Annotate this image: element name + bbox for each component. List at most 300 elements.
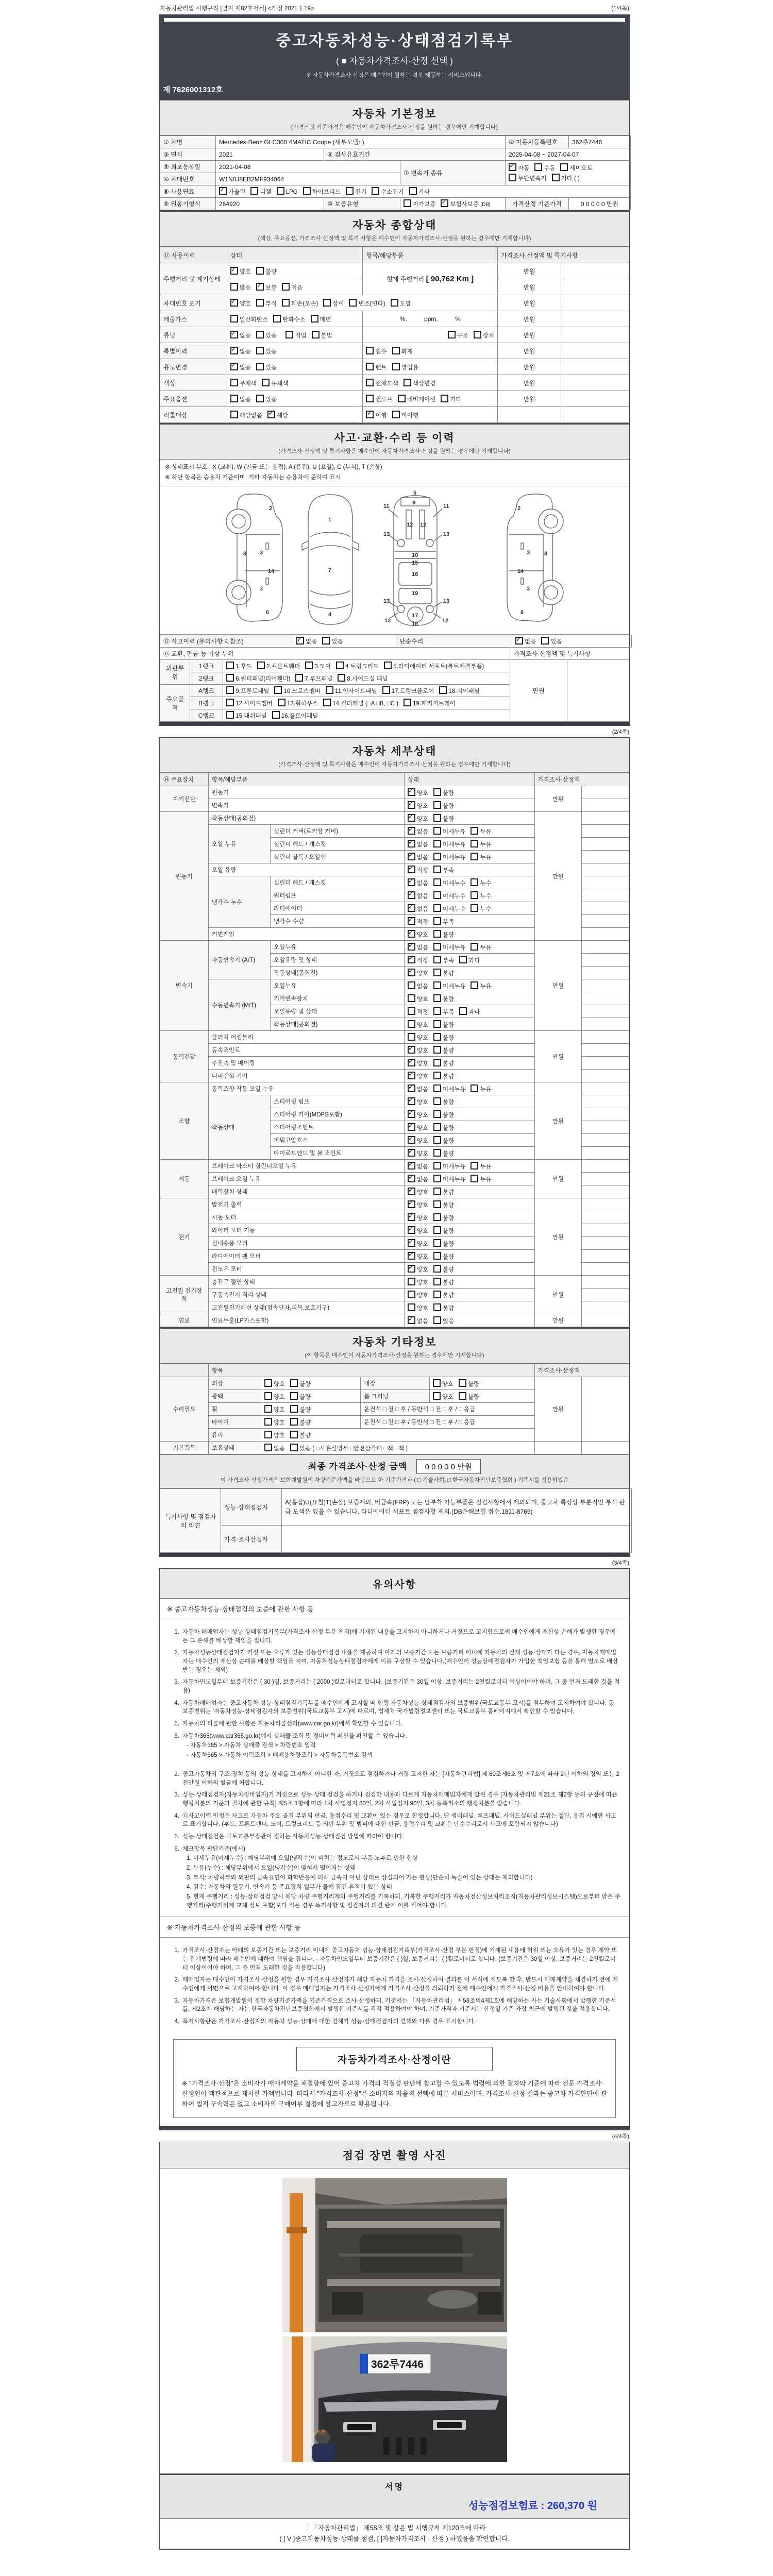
checkbox-label: 과다 <box>468 1009 480 1015</box>
checkbox-label: 적음 <box>291 284 303 291</box>
notice-sub-line: 1. 미세누유(미세누수) : 해당부위에 오일(냉각수)이 비치는 정도로서 부품 노후로 인한 현상 <box>187 1855 418 1862</box>
checkbox-양호[interactable] <box>408 1303 415 1311</box>
checkbox-자동[interactable] <box>509 163 516 171</box>
checkbox-부족[interactable] <box>433 1007 441 1015</box>
rank1-parts <box>223 660 510 672</box>
checkbox-누수[interactable] <box>470 891 478 899</box>
checkbox-불량[interactable] <box>433 1110 441 1118</box>
checkbox-불량[interactable] <box>290 1431 298 1438</box>
checkbox-label: 침수 <box>375 348 387 355</box>
checkbox-있음[interactable] <box>256 363 264 370</box>
checkbox-label: 부족 <box>443 919 455 925</box>
svg-text:3: 3 <box>259 550 263 556</box>
checkbox-양호[interactable] <box>433 1392 441 1400</box>
checkbox-불량[interactable] <box>290 1405 298 1413</box>
checkbox-불량[interactable] <box>433 1188 441 1195</box>
checkbox-불량[interactable] <box>459 1379 466 1387</box>
checkbox-양호[interactable] <box>408 1020 415 1028</box>
checkbox-누수[interactable] <box>470 878 478 886</box>
checkbox-양호[interactable] <box>408 788 415 796</box>
svg-text:12: 12 <box>384 618 391 624</box>
checkbox-label: 장치 <box>482 332 494 339</box>
checkbox-8.사이드실 패널[interactable] <box>338 674 345 682</box>
checkbox-전체도색[interactable] <box>366 379 374 386</box>
checkbox-양호[interactable] <box>408 1226 415 1234</box>
checkbox-label: 불량 <box>443 1047 455 1054</box>
checkbox-기타 ( )[interactable] <box>552 174 560 181</box>
confirm-line-2: ( [ V ]중고자동차성능·상태를 점검, [ ]자동차가격조사 · 산정 ) 하였음을 확인합니다. <box>279 2535 510 2543</box>
checkbox-label: 기타 <box>418 189 430 195</box>
checkbox-불량[interactable] <box>433 1252 441 1260</box>
checkbox-양호[interactable] <box>433 1379 441 1387</box>
checkbox-수소전기[interactable] <box>372 187 379 195</box>
checkbox-불량[interactable] <box>433 930 441 938</box>
checkbox-양호[interactable] <box>408 1033 415 1041</box>
checkbox-양호[interactable] <box>408 1265 415 1273</box>
state-cell <box>404 1005 534 1018</box>
checkbox-label: 훼손(오손) <box>291 300 318 307</box>
checkbox-상이[interactable] <box>323 299 331 307</box>
price-cell: 만원 <box>534 941 582 1031</box>
table-row <box>160 1160 629 1173</box>
checkbox-10.크로스멤버[interactable] <box>274 686 282 694</box>
checkbox-영업용[interactable] <box>392 363 400 370</box>
checkbox-5.라디에이터 서포트(볼트체결부품)[interactable] <box>384 662 392 669</box>
checkbox-과다[interactable] <box>459 1007 467 1015</box>
checkbox-유채색[interactable] <box>262 379 270 386</box>
svg-text:15: 15 <box>411 560 418 567</box>
note-cell <box>561 343 629 359</box>
price-cell: 만원 <box>534 1160 582 1198</box>
checkbox-label: 양호 <box>416 803 429 809</box>
checkbox-양호[interactable] <box>408 1123 415 1131</box>
state-cell <box>404 1134 534 1147</box>
checkbox-적음[interactable] <box>282 283 290 291</box>
checkbox-네비게이션[interactable] <box>398 395 406 402</box>
checkbox-label: 매연 <box>320 316 331 323</box>
inspector-label: 성능·상태점검자 <box>221 1489 282 1526</box>
checkbox-불량[interactable] <box>433 1265 441 1273</box>
checkbox-4.트렁크리드[interactable] <box>336 662 344 669</box>
mileage-label: 주행거리 및 계기상태 <box>160 263 227 295</box>
state-cell <box>404 1185 534 1198</box>
checkbox-없음[interactable] <box>408 1084 415 1092</box>
checkbox-양호[interactable] <box>408 969 415 976</box>
checkbox-없음[interactable] <box>408 891 415 899</box>
checkbox-부식[interactable] <box>256 299 264 307</box>
checkbox-LPG[interactable] <box>277 187 284 195</box>
checkbox-불량[interactable] <box>433 1046 441 1054</box>
checkbox-양호[interactable] <box>408 1059 415 1066</box>
checkbox-불량[interactable] <box>459 1392 466 1400</box>
checkbox-미세누유[interactable] <box>433 1084 441 1092</box>
checkbox-없음[interactable] <box>230 331 238 338</box>
odometer-cell <box>363 263 498 295</box>
checkbox-무채색[interactable] <box>230 379 238 386</box>
checkbox-미세누유[interactable] <box>433 943 441 951</box>
checkbox-부족[interactable] <box>433 917 441 925</box>
checkbox-없음[interactable] <box>408 878 415 886</box>
accident-subtitle: (가격조사·산정액 및 특기사항은 매수인이 자동차가격조사·산정을 원하는 경우에만 기재합니다) <box>278 448 511 454</box>
checkbox-과다[interactable] <box>459 956 467 963</box>
checkbox-양호[interactable] <box>408 1072 415 1079</box>
notice-list-c <box>160 1938 629 2032</box>
special-checks <box>227 343 363 359</box>
checkbox-불량[interactable] <box>433 1291 441 1298</box>
checkbox-없음[interactable] <box>515 637 523 645</box>
checkbox-불량[interactable] <box>433 1123 441 1131</box>
checkbox-장치[interactable] <box>474 331 481 338</box>
note-cell <box>582 1185 629 1198</box>
checkbox-label: 미세누유 <box>443 854 466 861</box>
checkbox-없음[interactable] <box>230 347 238 354</box>
checkbox-양호[interactable] <box>264 1392 272 1400</box>
checkbox-없음[interactable] <box>408 943 415 951</box>
checkbox-양호[interactable] <box>408 1213 415 1221</box>
checkbox-있음[interactable] <box>256 347 264 354</box>
header-stripe <box>164 18 625 22</box>
checkbox-양호[interactable] <box>408 1278 415 1285</box>
detail-state-table <box>160 773 629 1327</box>
checkbox-전기[interactable] <box>346 187 354 195</box>
checkbox-label: 불량 <box>443 931 455 938</box>
checkbox-렌트[interactable] <box>366 363 374 370</box>
checkbox-없음[interactable] <box>230 395 238 402</box>
inspection-period-value: 2025-04-08 ~ 2027-04-07 <box>506 148 631 161</box>
item-cell: 시동 모터 <box>208 1211 404 1224</box>
checkbox-변조(변타)[interactable] <box>349 299 357 307</box>
checkbox-양호[interactable] <box>408 814 415 822</box>
svg-text:4: 4 <box>328 612 331 618</box>
state-cell <box>404 1031 534 1044</box>
checkbox-구조[interactable] <box>448 331 456 338</box>
checkbox-불량[interactable] <box>290 1418 298 1426</box>
checkbox-양호[interactable] <box>408 1149 415 1157</box>
checkbox-13.휠하우스[interactable] <box>278 699 285 706</box>
checkbox-불량[interactable] <box>433 1136 441 1144</box>
checkbox-양호[interactable] <box>408 1252 415 1260</box>
checkbox-양호[interactable] <box>264 1418 272 1426</box>
checkbox-label: 누유 <box>480 828 492 835</box>
checkbox-적정[interactable] <box>408 917 415 925</box>
checkbox-불량[interactable] <box>433 1149 441 1157</box>
checkbox-미세누유[interactable] <box>433 840 441 848</box>
checkbox-label: 양호 <box>416 931 429 938</box>
checkbox-있음[interactable] <box>256 331 264 338</box>
checkbox-미세누수[interactable] <box>433 904 441 912</box>
exterior-label: 외장 <box>208 1377 261 1390</box>
checkbox-적법[interactable] <box>285 331 293 338</box>
note-cell <box>582 1031 629 1044</box>
checkbox-썬루프[interactable] <box>366 395 374 402</box>
checkbox-19.패키지트레이[interactable] <box>404 699 411 706</box>
checkbox-18.리어패널[interactable] <box>439 686 447 694</box>
checkbox-불량[interactable] <box>433 1278 441 1285</box>
checkbox-없음[interactable] <box>408 904 415 912</box>
table-row <box>160 263 629 279</box>
checkbox-양호[interactable] <box>408 801 415 809</box>
tuning-checks <box>227 327 363 343</box>
checkbox-미세누수[interactable] <box>433 891 441 899</box>
checkbox-해당없음[interactable] <box>230 411 238 418</box>
checkbox-해당[interactable] <box>267 411 275 418</box>
checkbox-label: 없음 <box>416 983 429 990</box>
checkbox-양호[interactable] <box>408 930 415 938</box>
state-cell <box>404 786 534 799</box>
checkbox-양호[interactable] <box>408 1110 415 1118</box>
checkbox-누유[interactable] <box>470 1084 478 1092</box>
item-cell: 오일누유 <box>270 979 404 992</box>
pricing-info-text: ※ "가격조사·산정"은 소비자가 매매계약을 체결함에 있어 중고차 가격의 적절성 판단에 참고할 수 있도록 법령에 의한 절차와 기준에 따라 전문 가격조사·산정인이 객관적으로 제시한 가액입니다. 따라서 "가격조사·산정"은 소비자의 자율적 선택에 따른 서비스이며, 가격조사·산정 결과는 중고차 가격판단에 관하여 법적 구속력은 없고 소비자의 구매여부 결정에 참고자료로 활용됩니다. <box>182 2079 607 2108</box>
checkbox-누유[interactable] <box>470 981 478 989</box>
notice-item-text: 성능·상태점검자(자동차정비업자)가 거짓으로 성능·상태 점검을 하거나 점검한 내용과 다르게 자동차매매업자에게 알린 경우 [자동차관리법 제21조 제2항 등의 규정에 따른 행정처분의 기준과 절차에 관한 규칙] 제5조 1항에 따라 1차 사업정지 30일, 2차 사업정지 90일, 3차 등록취소의 행정처분을 받습니다. <box>182 1792 618 1807</box>
checkbox-label: 양호 <box>416 1241 429 1247</box>
item-cell: 윈도우 모터 <box>208 1263 404 1276</box>
checkbox-양호[interactable] <box>230 299 238 307</box>
checkbox-3.도어[interactable] <box>305 662 313 669</box>
checkbox-탄화수소[interactable] <box>273 315 281 323</box>
checkbox-양호[interactable] <box>408 1200 415 1208</box>
checkbox-미세누유[interactable] <box>433 853 441 860</box>
checkbox-6.쿼터패널(리어휀더)[interactable] <box>226 674 234 682</box>
checkbox-누유[interactable] <box>470 1175 478 1182</box>
notice-item <box>168 1699 621 1716</box>
checkbox-없음[interactable] <box>408 1175 415 1182</box>
checkbox-불량[interactable] <box>433 1097 441 1105</box>
checkbox-불량[interactable] <box>433 1072 441 1079</box>
checkbox-누수[interactable] <box>470 904 478 912</box>
note-cell <box>582 851 629 863</box>
checkbox-불량[interactable] <box>433 814 441 822</box>
checkbox-label: 미세누유 <box>443 1086 466 1093</box>
checkbox-label: 양호 <box>416 1189 429 1196</box>
checkbox-부족[interactable] <box>433 956 441 963</box>
checkbox-양호[interactable] <box>264 1405 272 1413</box>
vin-value: W1N0J8EB2MF934064 <box>216 173 400 185</box>
checkbox-7.루프패널[interactable] <box>295 674 303 682</box>
checkbox-양호[interactable] <box>408 994 415 1002</box>
table-row <box>160 391 629 407</box>
checkbox-불량[interactable] <box>433 994 441 1002</box>
checkbox-없음[interactable] <box>264 1444 272 1451</box>
checkbox-색상변경[interactable] <box>404 379 411 386</box>
checkbox-1.후드[interactable] <box>226 662 234 669</box>
checkbox-있음[interactable] <box>433 1316 441 1324</box>
svg-text:9: 9 <box>412 500 415 506</box>
state-cell <box>404 1263 534 1276</box>
checkbox-없음[interactable] <box>408 981 415 989</box>
checkbox-label: 자동 <box>518 165 530 172</box>
checkbox-label: 없음 <box>239 348 251 355</box>
checkbox-미세누유[interactable] <box>433 827 441 835</box>
checkbox-양호[interactable] <box>408 1239 415 1247</box>
checkbox-불법[interactable] <box>312 331 320 338</box>
checkbox-label: 해당 <box>277 412 289 419</box>
checkbox-불량[interactable] <box>433 1226 441 1234</box>
checkbox-미세누유[interactable] <box>433 1175 441 1182</box>
checkbox-없음[interactable] <box>296 637 304 645</box>
checkbox-무단변속기[interactable] <box>509 174 516 181</box>
svg-text:6: 6 <box>520 609 524 616</box>
notice-item <box>168 1628 621 1645</box>
checkbox-있음[interactable] <box>290 1444 298 1451</box>
checkbox-기타[interactable] <box>409 187 417 195</box>
checkbox-미세누유[interactable] <box>433 1162 441 1170</box>
checkbox-없음[interactable] <box>408 827 415 835</box>
checkbox-불량[interactable] <box>433 1239 441 1247</box>
checkbox-label: 15.대쉬패널 <box>236 713 267 720</box>
checkbox-15.대쉬패널[interactable] <box>226 711 234 719</box>
checkbox-label: 없음 <box>416 880 429 887</box>
checkbox-있음[interactable] <box>541 637 549 645</box>
item-cell: 디퍼렌셜 기어 <box>208 1070 404 1082</box>
note-cell <box>582 941 629 954</box>
inspector-opinion-text: A(흠집)U(요철)T(손상) 보증제외, 비금속(FRP) 또는 탈부착 가능부품은 점검사항에서 제외되며, 중고차 특성상 부분적인 부식 판금 도색은 있을 수 있습니다. 라디에이터 서포트 점검사항 제외.(DB손해보험 접수.1811-8769) <box>282 1489 632 1526</box>
checkbox-양호[interactable] <box>408 1188 415 1195</box>
checkbox-도말[interactable] <box>391 299 398 307</box>
checkbox-label: 누수 <box>480 906 492 912</box>
checkbox-없음[interactable] <box>408 1316 415 1324</box>
base-price-value: 0 0 0 0 0 만원 <box>569 198 631 210</box>
checkbox-불량[interactable] <box>433 1213 441 1221</box>
checkbox-누유[interactable] <box>470 943 478 951</box>
checkbox-label: 미세누유 <box>443 828 466 835</box>
note-cell <box>582 1314 629 1327</box>
checkbox-적정[interactable] <box>408 866 415 873</box>
item-cell: 작동상태(공회전) <box>270 1018 404 1031</box>
checkbox-없음[interactable] <box>408 853 415 860</box>
checkbox-양호[interactable] <box>408 1046 415 1054</box>
rankC-label: C랭크 <box>190 709 223 722</box>
checkbox-누유[interactable] <box>470 853 478 860</box>
table-row <box>160 1082 629 1095</box>
checkbox-label: 해당없음 <box>239 412 263 419</box>
item-cell: 원동기 <box>208 786 404 799</box>
state-cell <box>404 1095 534 1108</box>
checkbox-있음[interactable] <box>256 395 264 402</box>
checkbox-9.프론트패널[interactable] <box>226 686 234 694</box>
tuning-legal <box>285 332 332 339</box>
checkbox-디젤[interactable] <box>250 187 258 195</box>
table-row <box>160 148 631 161</box>
checkbox-label: 양호 <box>416 1228 429 1234</box>
notice-item <box>168 2018 621 2026</box>
checkbox-이행[interactable] <box>366 411 374 418</box>
checkbox-매연[interactable] <box>311 315 318 323</box>
checkbox-양호[interactable] <box>264 1431 272 1438</box>
checkbox-적정[interactable] <box>408 1007 415 1015</box>
checkbox-14.필러패널 (□A □B, □C )[interactable] <box>323 699 331 706</box>
final-price-value: 0 0 0 0 0 만원 <box>416 1459 481 1474</box>
checkbox-양호[interactable] <box>408 1097 415 1105</box>
checkbox-불량[interactable] <box>433 1200 441 1208</box>
table-row <box>160 185 631 198</box>
checkbox-가솔린[interactable] <box>219 187 227 195</box>
checkbox-불량[interactable] <box>433 1059 441 1066</box>
checkbox-누유[interactable] <box>470 840 478 848</box>
checkbox-하이브리드[interactable] <box>303 187 311 195</box>
checkbox-불량[interactable] <box>290 1392 298 1400</box>
item-cell: 등속죠인트 <box>208 1044 404 1057</box>
col-state: 상태 <box>404 773 534 786</box>
usage-change-label: 용도변경 <box>160 359 227 375</box>
checkbox-부족[interactable] <box>433 866 441 873</box>
checkbox-불량[interactable] <box>433 1020 441 1028</box>
checkbox-17.트렁크플로어[interactable] <box>382 686 390 694</box>
item-cell: 스티어링조인트 <box>270 1121 404 1134</box>
checkbox-있음[interactable] <box>322 637 330 645</box>
checkbox-label: 양호 <box>442 1381 453 1387</box>
checkbox-세미오토[interactable] <box>560 163 568 171</box>
checkbox-불량[interactable] <box>433 1303 441 1311</box>
notice-item-number: 3. <box>174 1792 179 1799</box>
checkbox-없음[interactable] <box>230 363 238 370</box>
table-row <box>160 407 629 423</box>
checkbox-12.사이드멤버[interactable] <box>226 699 234 706</box>
checkbox-없음[interactable] <box>408 840 415 848</box>
checkbox-누유[interactable] <box>470 1162 478 1170</box>
table-row <box>160 311 629 327</box>
checkbox-자가보증[interactable] <box>404 199 411 207</box>
checkbox-기타[interactable] <box>441 395 448 402</box>
checkbox-많음[interactable] <box>230 283 238 291</box>
checkbox-label: 미세누유 <box>443 841 466 848</box>
checkbox-화재[interactable] <box>392 347 400 354</box>
checkbox-불량[interactable] <box>433 969 441 976</box>
mileage-amount <box>227 279 363 295</box>
checkbox-미세누수[interactable] <box>433 878 441 886</box>
checkbox-누유[interactable] <box>470 827 478 835</box>
checkbox-label: 불량 <box>265 268 277 275</box>
checkbox-일산화탄소[interactable] <box>230 315 238 323</box>
checkbox-보통[interactable] <box>256 283 264 291</box>
checkbox-적정[interactable] <box>408 956 415 963</box>
checkbox-미이행[interactable] <box>392 411 400 418</box>
section-basic-info <box>159 100 630 211</box>
note-cell <box>582 1276 629 1289</box>
checkbox-label: 도말 <box>399 300 411 307</box>
checkbox-label: 불량 <box>299 1419 311 1426</box>
checkbox-보험사보증[interactable] <box>441 199 448 207</box>
checkbox-침수[interactable] <box>366 347 374 354</box>
checkbox-11.인사이드패널[interactable] <box>326 686 333 694</box>
checkbox-양호[interactable] <box>408 1291 415 1298</box>
odometer-value: [ 90,762 Km ] <box>426 275 474 283</box>
checkbox-양호[interactable] <box>264 1379 272 1387</box>
checkbox-16.플로어패널[interactable] <box>272 711 280 719</box>
state-cell <box>404 941 534 954</box>
state-cell <box>404 1044 534 1057</box>
checkbox-미세누유[interactable] <box>433 981 441 989</box>
notice-sub-line: 4. 침수: 자동차의 원동기, 변속기 등 주요장치 일부가 물에 잠긴 흔적이 있는 상태 <box>187 1884 392 1891</box>
svg-text:13: 13 <box>383 598 390 605</box>
table-header-row <box>160 648 629 660</box>
checkbox-불량[interactable] <box>433 1033 441 1041</box>
checkbox-수동[interactable] <box>534 163 542 171</box>
checkbox-훼손(오손)[interactable] <box>282 299 290 307</box>
state-code-note: ※ 상태표시 부호 : X (교환), W (판금 또는 용접), A (흠집), U (요철), C (부식), T (손상) <box>165 464 382 470</box>
checkbox-양호[interactable] <box>408 1136 415 1144</box>
svg-text:12: 12 <box>406 522 413 529</box>
checkbox-불량[interactable] <box>433 801 441 809</box>
notice-item <box>168 1791 621 1808</box>
checkbox-불량[interactable] <box>256 267 264 275</box>
checkbox-양호[interactable] <box>230 267 238 275</box>
checkbox-2.프론트휀더[interactable] <box>257 662 265 669</box>
checkbox-불량[interactable] <box>290 1379 298 1387</box>
checkbox-없음[interactable] <box>408 1162 415 1170</box>
checkbox-불량[interactable] <box>433 788 441 796</box>
